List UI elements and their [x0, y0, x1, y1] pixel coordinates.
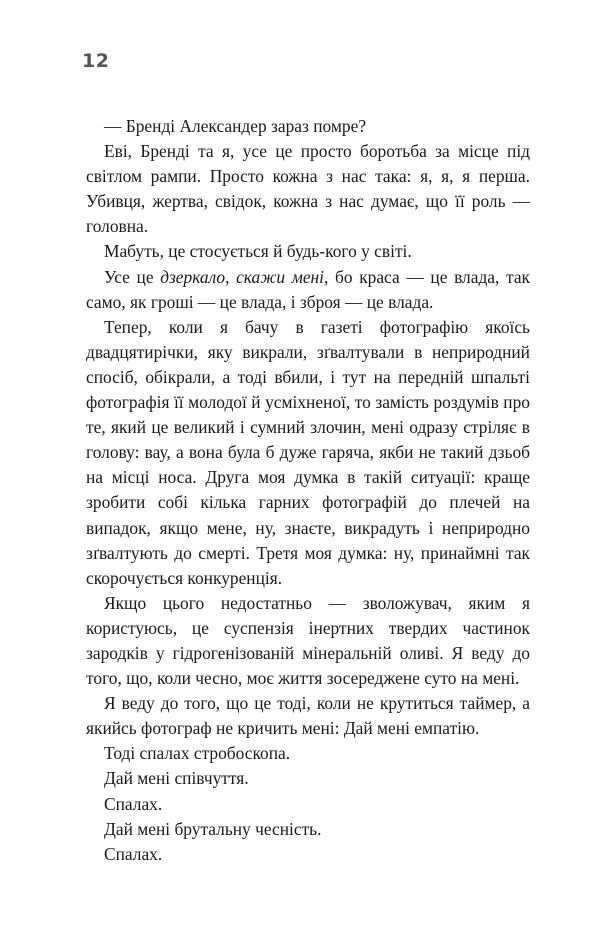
- paragraph: Мабуть, це стосується й будь-кого у світі.: [104, 241, 412, 262]
- paragraph: Дай мені співчуття.: [104, 768, 249, 789]
- emphasized-phrase: дзеркало, скажи мені: [160, 266, 324, 287]
- paragraph: Спалах.: [104, 793, 163, 814]
- paragraph: Я веду до того, що це тоді, коли не крутиться таймер, а якийсь фотограф не кричить мені: Дай мені емпатію.: [86, 693, 530, 739]
- body-text: [86, 114, 530, 867]
- paragraph-with-emphasis: [86, 265, 530, 315]
- paragraph: Спалах.: [104, 843, 163, 864]
- paragraph: Якщо цього недостатньо — зволожувач, яким я користуюсь, це суспензія інертних твердих частинок зародків у гідрогенізованій мінеральній оливі. Я веду до того, що, коли чесно, моє життя зосереджене суто на мені.: [86, 592, 530, 689]
- paragraph-text: Усе це: [104, 266, 161, 287]
- paragraph: Тепер, коли я бачу в газеті фотографію якоїсь двадцятирічки, яку викрали, зґвалтували в неприродний спосіб, обікрали, а тоді вбили, і тут на передній шпальті фотографія її молодої й усміхненої, то замість роздумів про те, який це великий і сумний злочин, мені одразу стріляє в голову: вау, а вона була б дуже гаряча, якби не такий дзьоб на місці носа. Друга моя думка в такій ситуації: краще зробити собі кілька гарних фотографій до плечей на випадок, якщо мене, ну, знаєте, викрадуть і неприродно зґвалтують до смерті. Третя моя думка: ну, принаймні так скорочується конкуренція.: [86, 316, 530, 588]
- paragraph-text: , бо краса — це влада, так само, як гроші — це влада, і зброя — це влада.: [86, 266, 530, 312]
- page-number: 12: [82, 50, 110, 72]
- paragraph: — Бренді Александер зараз помре?: [104, 116, 367, 136]
- paragraph: Дай мені брутальну чесність.: [104, 818, 322, 839]
- paragraph: Еві, Бренді та я, усе це просто боротьба за місце під світлом рампи. Просто кожна з нас така: я, я, я перша. Убивця, жертва, свідок, кожна з нас думає, що її роль — головна.: [86, 141, 530, 237]
- paragraph: Тоді спалах стробоскопа.: [104, 743, 291, 764]
